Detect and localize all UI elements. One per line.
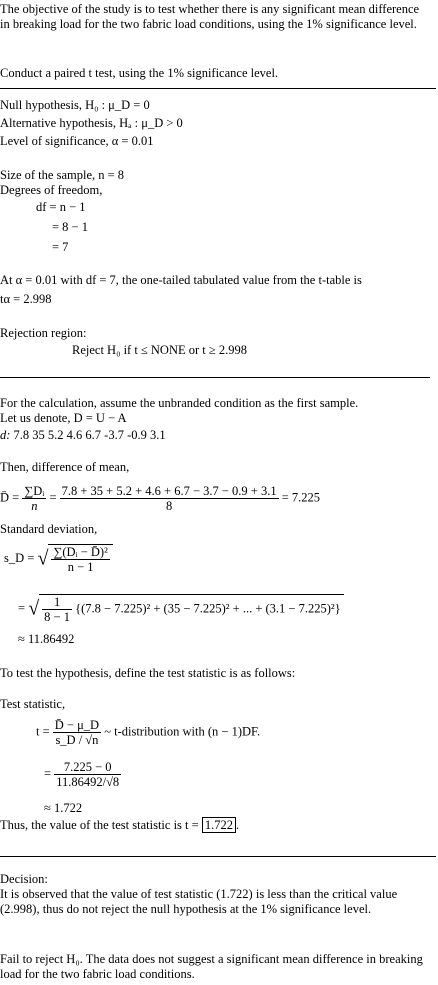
dbar-den: n: [31, 499, 38, 513]
sd2-den: 8 − 1: [44, 610, 70, 624]
divider-1: [0, 88, 436, 89]
sd-den: n − 1: [67, 560, 94, 574]
t2-num: 7.225 − 0: [54, 760, 121, 775]
intro-text: The objective of the study is to test whether there is any significant mean difference in breaking load for the two fabric load conditions, using the 1% significance level.: [0, 2, 420, 31]
sd-title: Standard deviation,: [0, 522, 98, 536]
df-line-1: df = n − 1: [36, 200, 86, 214]
alt-hypothesis: Alternative hypothesis, Hₐ : μ_D > 0: [0, 116, 183, 130]
paired-note: Conduct a paired t test, using the 1% significance level.: [0, 66, 279, 80]
dbar-result: = 7.225: [281, 490, 321, 505]
sd-result: ≈ 11.86492: [18, 632, 75, 646]
sample-size: Size of the sample, n = 8: [0, 168, 125, 182]
calc-assumption: For the calculation, assume the unbranded condition as the first sample.: [0, 396, 359, 410]
ts-title: Test statistic,: [0, 697, 66, 711]
t-dist: ~ t-distribution with (n − 1)DF.: [104, 724, 261, 739]
differences-row: [0, 428, 166, 443]
dbar-num: ∑Dᵢ: [24, 484, 45, 498]
dbar-frac2: [60, 484, 279, 513]
t2-frac: [54, 760, 121, 789]
sd-lhs: s_D =: [4, 550, 35, 565]
thus-line: Thus, the value of the test statistic is t = 1.722 .: [0, 818, 240, 832]
divider-3: [0, 856, 436, 857]
dbar-frac: [22, 484, 46, 513]
denote-line: Let us denote, D = U − A: [0, 411, 127, 425]
dbar-lhs: D̄ =: [0, 490, 20, 505]
t-value-box: 1.722: [202, 817, 236, 833]
dbar-num2: 7.8 + 35 + 5.2 + 4.6 + 6.7 − 3.7 − 0.9 + 3.1: [61, 484, 277, 498]
decision-title: Decision:: [0, 872, 48, 886]
rejection-region: Reject H₀ if t ≤ NONE or t ≥ 2.998: [72, 343, 247, 357]
t-den: s_D / √n: [55, 733, 99, 747]
conclusion-text: Fail to reject H₀. The data does not suggest a significant mean difference in breaking load for the two fabric load conditions.: [0, 952, 423, 981]
t2-den: 11.86492/√8: [56, 775, 120, 789]
dof-title: Degrees of freedom,: [0, 183, 103, 197]
sd-line-2: = √ $\frac{1}{8 - 1}$ {(7.8 − 7.225)² + (35 − 7.225)² + ... + (3.1 − 7.225)²}: [18, 594, 344, 624]
t-formula-2: = $\frac{7.225 - 0}{11.86492/√8}$: [44, 760, 120, 789]
t-frac: [53, 718, 101, 747]
sd2-frac: [42, 595, 72, 624]
ts-intro: To test the hypothesis, define the test statistic is as follows:: [0, 666, 296, 680]
d-values: 7.8 35 5.2 4.6 6.7 -3.7 -0.9 3.1: [13, 428, 166, 442]
t-lhs: t =: [36, 724, 50, 739]
tabulated-text: At α = 0.01 with df = 7, the one-tailed tabulated value from the t-table is: [0, 273, 362, 287]
diff-mean-title: Then, difference of mean,: [0, 460, 130, 474]
sd2-num: 1: [42, 595, 72, 610]
sd-frac: [51, 545, 109, 574]
t-approx: ≈ 1.722: [44, 801, 83, 815]
thus-text: Thus, the value of the test statistic is t =: [0, 818, 199, 832]
sd2-body: {(7.8 − 7.225)² + (35 − 7.225)² + ... + (3.1 − 7.225)²}: [75, 601, 341, 616]
mean-formula: D̄ = $\frac{\text{∑Dᵢ}}{n}$ = $\frac{7.8 + 35 + 5.2 + 4.6 + 6.7 - 3.7 - 0.9 + 3.1}{8}$ = 7.225: [0, 484, 321, 513]
decision-text: It is observed that the value of test statistic (1.722) is less than the critical value (2.998), thus do not reject the null hypothesis at the 1% significance level.: [0, 887, 398, 916]
df-line-3: = 7: [52, 240, 69, 254]
null-hypothesis: Null hypothesis, H₀ : μ_D = 0: [0, 98, 150, 112]
dbar-den2: 8: [165, 499, 173, 513]
rejection-title: Rejection region:: [0, 326, 87, 340]
sd-formula: s_D = √ $\frac{\text{∑(Dᵢ − D̄)²}}{n - 1}$: [4, 544, 113, 574]
t-formula: [36, 718, 260, 747]
significance-level: Level of significance, α = 0.01: [0, 134, 154, 148]
d-label: d:: [0, 428, 11, 442]
divider-2: [0, 377, 430, 378]
tabulated-value: tα = 2.998: [0, 292, 52, 306]
t-num: D̄ − μ_D: [54, 718, 100, 732]
df-line-2: = 8 − 1: [52, 220, 88, 234]
sd-num: ∑(Dᵢ − D̄)²: [53, 545, 108, 559]
